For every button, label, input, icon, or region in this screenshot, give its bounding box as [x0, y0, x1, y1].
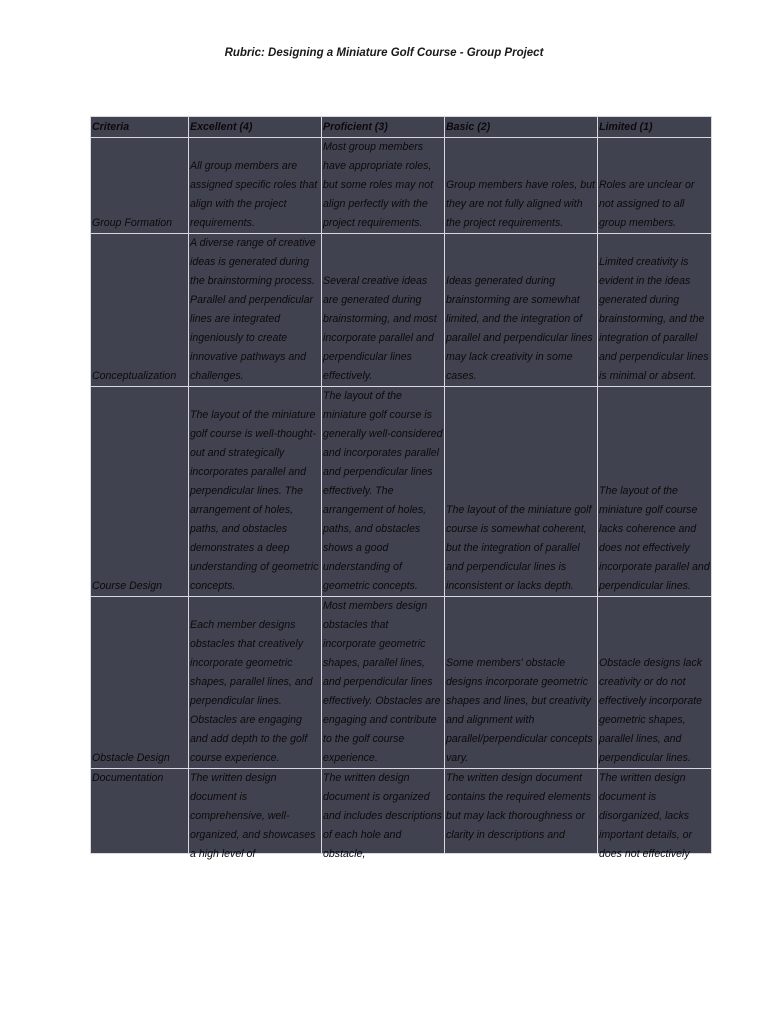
header-limited: Limited (1) [598, 117, 712, 138]
limited-cell: The layout of the miniature golf course lacks coherence and does not effectively incorporate parallel and perpendicular lines. [598, 387, 712, 597]
proficient-text: The written design document is organized and includes descriptions of each hole and obstacle, [323, 772, 442, 860]
table-header-row [91, 117, 712, 138]
limited-cell: Roles are unclear or not assigned to all group members. [598, 138, 712, 234]
table-row [91, 597, 712, 769]
header-excellent: Excellent (4) [189, 117, 322, 138]
table-row [91, 138, 712, 234]
criteria-cell: Obstacle Design [91, 597, 189, 769]
limited-cell [598, 769, 712, 860]
header-basic: Basic (2) [445, 117, 598, 138]
excellent-cell: The layout of the miniature golf course is well-thought-out and strategically incorporates parallel and perpendicular lines. The arrangement of holes, paths, and obstacles demonstrates a deep understanding of geometric concepts. [189, 387, 322, 597]
header-proficient: Proficient (3) [322, 117, 445, 138]
proficient-cell: Several creative ideas are generated during brainstorming, and most incorporate parallel and perpendicular lines effectively. [322, 234, 445, 387]
table-row [91, 769, 712, 854]
excellent-text: The written design document is comprehensive, well-organized, and showcases a high level of [190, 772, 316, 860]
basic-cell: The layout of the miniature golf course is somewhat coherent, but the integration of parallel and perpendicular lines is inconsistent or lacks depth. [445, 387, 598, 597]
basic-text: The written design document contains the required elements but may lack thoroughness or clarity in descriptions and [446, 772, 591, 841]
criteria-text: Documentation [92, 772, 164, 784]
criteria-cell [91, 769, 189, 854]
proficient-cell: The layout of the miniature golf course is generally well-considered and incorporates parallel and perpendicular lines effectively. The arrangement of holes, paths, and obstacles shows a good understanding of geometric concepts. [322, 387, 445, 597]
criteria-cell: Group Formation [91, 138, 189, 234]
basic-cell: Some members' obstacle designs incorporate geometric shapes and lines, but creativity and alignment with parallel/perpendicular concepts vary. [445, 597, 598, 769]
basic-cell: Group members have roles, but they are not fully aligned with the project requirements. [445, 138, 598, 234]
excellent-cell: Each member designs obstacles that creatively incorporate geometric shapes, parallel lines, and perpendicular lines. Obstacles are engaging and add depth to the golf course experience. [189, 597, 322, 769]
table-row [91, 234, 712, 387]
document-title: Rubric: Designing a Miniature Golf Course - Group Project [224, 47, 544, 59]
limited-cell: Limited creativity is evident in the ideas generated during brainstorming, and the integration of parallel and perpendicular lines is minimal or absent. [598, 234, 712, 387]
limited-cell: Obstacle designs lack creativity or do not effectively incorporate geometric shapes, parallel lines, and perpendicular lines. [598, 597, 712, 769]
excellent-cell: All group members are assigned specific roles that align with the project requirements. [189, 138, 322, 234]
limited-text: The written design document is disorganized, lacks important details, or does not effectively [599, 772, 693, 860]
header-criteria: Criteria [91, 117, 189, 138]
basic-cell: Ideas generated during brainstorming are somewhat limited, and the integration of parallel and perpendicular lines may lack creativity in some cases. [445, 234, 598, 387]
basic-cell [445, 769, 598, 854]
criteria-cell: Course Design [91, 387, 189, 597]
criteria-cell: Conceptualization [91, 234, 189, 387]
proficient-cell: Most members design obstacles that incorporate geometric shapes, parallel lines, and perpendicular lines effectively. Obstacles are engaging and contribute to the golf course experience. [322, 597, 445, 769]
excellent-cell [189, 769, 322, 860]
excellent-cell: A diverse range of creative ideas is generated during the brainstorming process. Parallel and perpendicular lines are integrated ingeniously to create innovative pathways and challenges. [189, 234, 322, 387]
proficient-cell: Most group members have appropriate roles, but some roles may not align perfectly with the project requirements. [322, 138, 445, 234]
table-row [91, 387, 712, 597]
rubric-table [90, 116, 712, 860]
proficient-cell [322, 769, 445, 860]
